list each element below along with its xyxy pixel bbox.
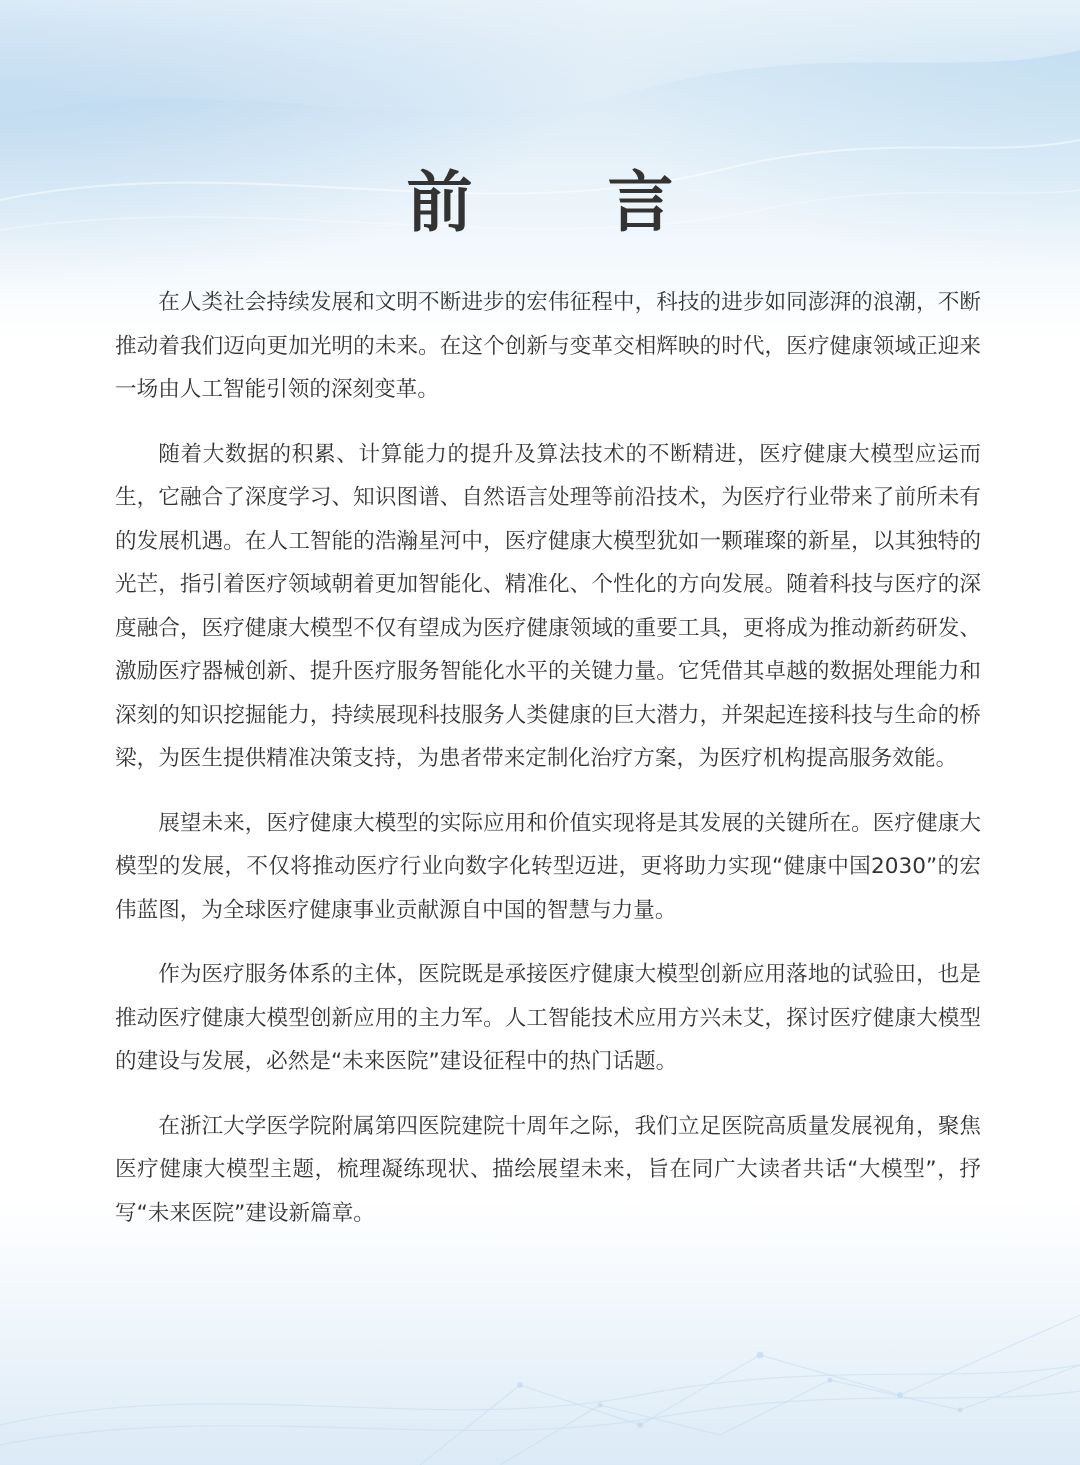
paragraph-4: 作为医疗服务体系的主体，医院既是承接医疗健康大模型创新应用落地的试验田，也是推动医疗健康大模型创新应用的主力军。人工智能技术应用方兴未艾，探讨医疗健康大模型的建设与发展，必然是“未来医院”建设征程中的热门话题。: [115, 962, 981, 1074]
paragraph-5: 在浙江大学医学院附属第四医院建院十周年之际，我们立足医院高质量发展视角，聚焦医疗健康大模型主题，梳理凝练现状、描绘展望未来，旨在同广大读者共话“大模型”，抒写“未来医院”建设新篇章。: [115, 1113, 981, 1226]
preface-body: [115, 281, 981, 1256]
paragraph-2: 随着大数据的积累、计算能力的提升及算法技术的不断精进，医疗健康大模型应运而生，它融合了深度学习、知识图谱、自然语言处理等前沿技术，为医疗行业带来了前所未有的发展机遇。在人工智能的浩瀚星河中，医疗健康大模型犹如一颗璀璨的新星，以其独特的光芒，指引着医疗领域朝着更加智能化、精准化、个性化的方向发展。随着科技与医疗的深度融合，医疗健康大模型不仅有望成为医疗健康领域的重要工具，更将成为推动新药研发、激励医疗器械创新、提升医疗服务智能化水平的关键力量。它凭借其卓越的数据处理能力和深刻的知识挖掘能力，持续展现科技服务人类健康的巨大潜力，并架起连接科技与生命的桥梁，为医生提供精准决策支持，为患者带来定制化治疗方案，为医疗机构提高服务效能。: [115, 441, 981, 771]
paragraph-1: 在人类社会持续发展和文明不断进步的宏伟征程中，科技的进步如同澎湃的浪潮，不断推动着我们迈向更加光明的未来。在这个创新与变革交相辉映的时代，医疗健康领域正迎来一场由人工智能引领的深刻变革。: [115, 290, 981, 402]
top-decorative-light-background: [0, 0, 1080, 300]
paragraph-3: 展望未来，医疗健康大模型的实际应用和价值实现将是其发展的关键所在。医疗健康大模型的发展，不仅将推动医疗行业向数字化转型迈进，更将助力实现“健康中国2030”的宏伟蓝图，为全球医疗健康事业贡献源自中国的智慧与力量。: [115, 810, 981, 923]
page-title: 前 言: [406, 163, 730, 241]
